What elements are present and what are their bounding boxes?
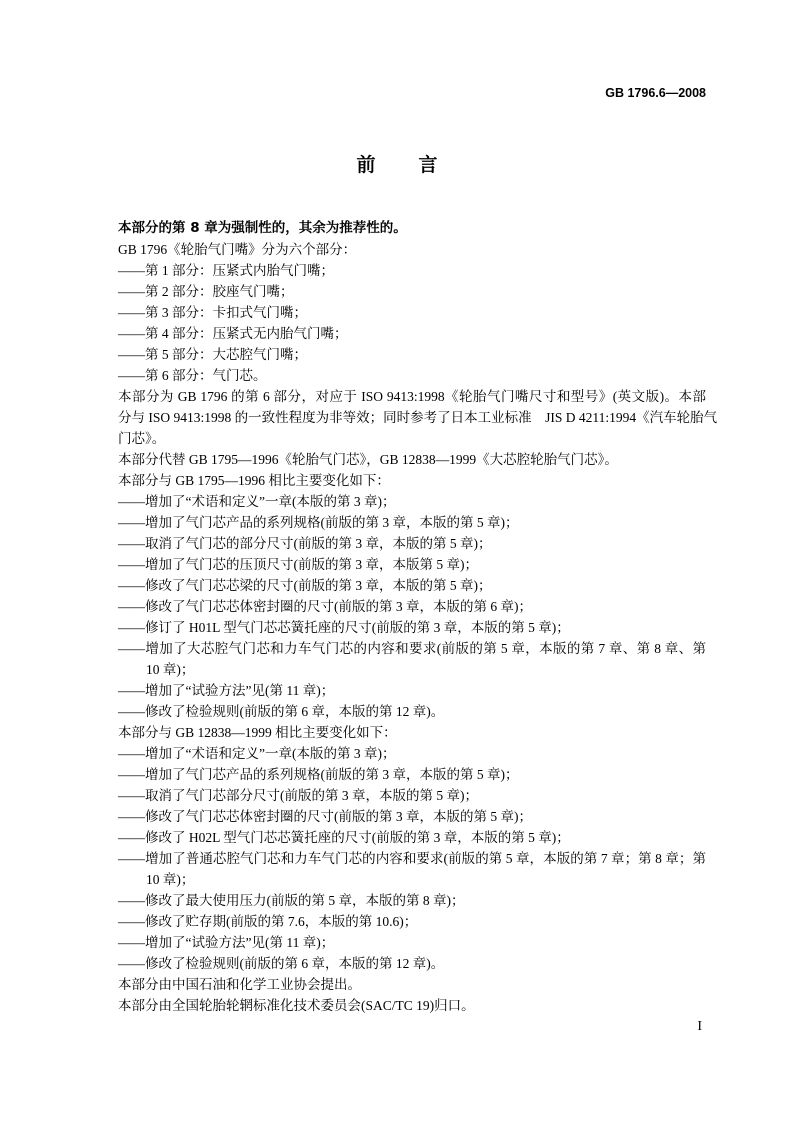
part-item: ——第 3 部分：卡扣式气门嘴；: [118, 305, 307, 320]
change-item: ——增加了“术语和定义”一章(本版的第 3 章)；: [118, 746, 396, 761]
change-item: ——修改了检验规则(前版的第 6 章，本版的第 12 章)。: [118, 704, 445, 719]
change-item: ——取消了气门芯部分尺寸(前版的第 3 章，本版的第 5 章)；: [118, 788, 478, 803]
foreword-body: [118, 218, 718, 1016]
change-item: ——修改了 H02L 型气门芯芯簧托座的尺寸(前版的第 3 章，本版的第 5 章)；: [118, 830, 570, 845]
centralized-by-statement: 本部分由全国轮胎轮辋标准化技术委员会(SAC/TC 19)归口。: [118, 998, 475, 1013]
change-item: ——修订了 H01L 型气门芯芯簧托座的尺寸(前版的第 3 章，本版的第 5 章)；: [118, 620, 570, 635]
part-item: ——第 1 部分：压紧式内胎气门嘴；: [118, 263, 334, 278]
changes-gb1795-heading: 本部分与 GB 1795—1996 相比主要变化如下：: [118, 473, 390, 488]
series-intro: GB 1796《轮胎气门嘴》分为六个部分：: [118, 242, 357, 257]
change-item: ——取消了气门芯的部分尺寸(前版的第 3 章，本版的第 5 章)；: [118, 536, 492, 551]
change-item: ——增加了普通芯腔气门芯和力车气门芯的内容和要求(前版的第 5 章，本版的第 7 章；第 8 章；第: [118, 851, 706, 866]
change-item: ——增加了气门芯产品的系列规格(前版的第 3 章，本版的第 5 章)；: [118, 515, 519, 530]
change-item: ——修改了最大使用压力(前版的第 5 章，本版的第 8 章)；: [118, 893, 465, 908]
part-item: ——第 4 部分：压紧式无内胎气门嘴；: [118, 326, 348, 341]
change-item: ——修改了气门芯芯梁的尺寸(前版的第 3 章，本版的第 5 章)；: [118, 578, 492, 593]
change-item-continuation: 10 章)；: [146, 662, 195, 677]
adoption-line: 门芯》。: [118, 431, 166, 446]
change-item: ——增加了“试验方法”见(第 11 章)；: [118, 935, 335, 950]
replaces-statement: 本部分代替 GB 1795—1996《轮胎气门芯》，GB 12838—1999《大芯腔轮胎气门芯》。: [118, 452, 618, 467]
change-item: ——增加了气门芯产品的系列规格(前版的第 3 章，本版的第 5 章)；: [118, 767, 519, 782]
page-number: I: [697, 1019, 702, 1034]
change-item: ——修改了检验规则(前版的第 6 章，本版的第 12 章)。: [118, 956, 445, 971]
adoption-line: 本部分为 GB 1796 的第 6 部分，对应于 ISO 9413:1998《轮胎气门嘴尺寸和型号》(英文版)。本部: [118, 389, 706, 404]
changes-gb12838-heading: 本部分与 GB 12838—1999 相比主要变化如下：: [118, 725, 397, 740]
change-item: ——增加了“术语和定义”一章(本版的第 3 章)；: [118, 494, 396, 509]
part-item: ——第 6 部分：气门芯。: [118, 368, 267, 383]
mandatory-note: 本部分的第 8 章为强制性的，其余为推荐性的。: [118, 220, 407, 236]
part-item: ——第 2 部分：胶座气门嘴；: [118, 284, 294, 299]
page-title: 前 言: [356, 154, 450, 176]
change-item: ——增加了“试验方法”见(第 11 章)；: [118, 683, 335, 698]
change-item: ——增加了气门芯的压顶尺寸(前版的第 3 章，本版第 5 章)；: [118, 557, 478, 572]
change-item: ——修改了气门芯芯体密封圈的尺寸(前版的第 3 章，本版的第 5 章)；: [118, 809, 532, 824]
proposed-by-statement: 本部分由中国石油和化学工业协会提出。: [118, 977, 361, 992]
adoption-line: 分与 ISO 9413:1998 的一致性程度为非等效；同时参考了日本工业标准 JIS D 4211:1994《汽车轮胎气: [118, 410, 718, 425]
change-item: ——增加了大芯腔气门芯和力车气门芯的内容和要求(前版的第 5 章，本版的第 7 章、第 8 章、第: [118, 641, 706, 656]
change-item-continuation: 10 章)；: [146, 872, 195, 887]
part-item: ——第 5 部分：大芯腔气门嘴；: [118, 347, 307, 362]
change-item: ——修改了贮存期(前版的第 7.6，本版的第 10.6)；: [118, 914, 418, 929]
standard-code-header: GB 1796.6—2008: [605, 86, 706, 100]
change-item: ——修改了气门芯芯体密封圈的尺寸(前版的第 3 章，本版的第 6 章)；: [118, 599, 532, 614]
